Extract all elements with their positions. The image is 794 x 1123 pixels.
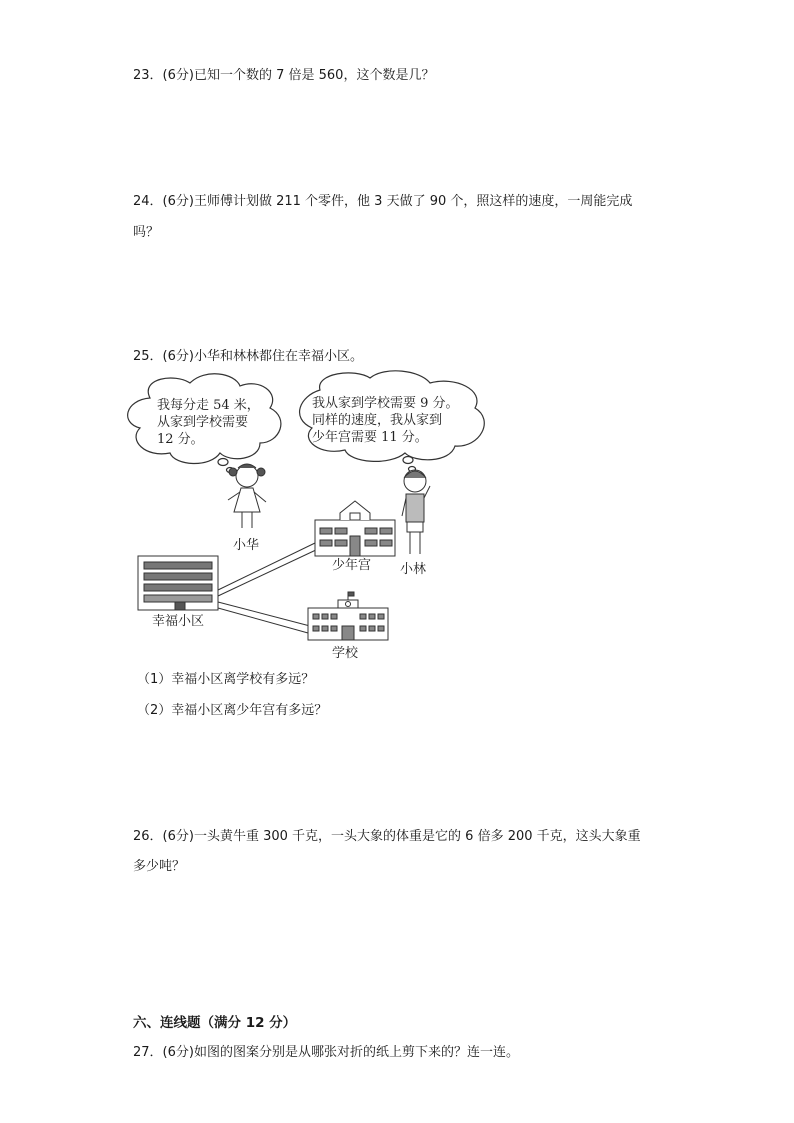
question-25-figure bbox=[120, 368, 500, 668]
question-number: 23． bbox=[133, 68, 163, 83]
question-score: (6分) bbox=[162, 829, 194, 844]
question-27 bbox=[133, 1045, 519, 1061]
question-25 bbox=[133, 349, 363, 365]
school-building bbox=[308, 592, 388, 640]
question-number: 26． bbox=[133, 829, 163, 844]
question-number: 27． bbox=[133, 1045, 163, 1060]
label-linlin: 小林 bbox=[400, 562, 427, 577]
question-24 bbox=[133, 194, 632, 210]
section-6-title: 六、连线题（满分 12 分） bbox=[133, 1015, 297, 1031]
question-number: 24． bbox=[133, 194, 163, 209]
question-text: 小华和林林都住在幸福小区。 bbox=[193, 349, 363, 364]
label-school: 学校 bbox=[332, 646, 359, 661]
girl-xiaohua-figure bbox=[228, 464, 266, 528]
question-25-sub-2: （2）幸福小区离少年宫有多远？ bbox=[137, 703, 328, 718]
youth-palace-building bbox=[315, 501, 395, 556]
question-26 bbox=[133, 829, 641, 845]
question-text: 王师傅计划做 211 个零件，他 3 天做了 90 个，照这样的速度，一周能完成 bbox=[193, 194, 633, 209]
label-community: 幸福小区 bbox=[152, 614, 205, 629]
boy-linlin-figure bbox=[402, 470, 430, 554]
question-text: 已知一个数的 7 倍是 560，这个数是几？ bbox=[193, 68, 435, 83]
question-score: (6分) bbox=[162, 349, 194, 364]
label-xiaohua: 小华 bbox=[233, 538, 260, 553]
bubble-right-line-3: 少年宫需要 11 分。 bbox=[312, 430, 428, 445]
question-text: 一头黄牛重 300 千克，一头大象的体重是它的 6 倍多 200 千克，这头大象重 bbox=[193, 829, 641, 844]
bubble-right-line-2: 同样的速度，我从家到 bbox=[312, 413, 443, 428]
question-26-continued: 多少吨？ bbox=[133, 859, 186, 874]
question-24-continued: 吗？ bbox=[133, 225, 160, 240]
bubble-left-line-1: 我每分走 54 米， bbox=[157, 398, 260, 413]
question-23 bbox=[133, 68, 434, 84]
question-number: 25． bbox=[133, 349, 163, 364]
community-building bbox=[138, 556, 218, 610]
question-score: (6分) bbox=[162, 68, 194, 83]
bubble-left-line-3: 12 分。 bbox=[157, 432, 204, 447]
road-lines bbox=[218, 543, 318, 633]
label-youth-palace: 少年宫 bbox=[332, 558, 372, 573]
question-25-sub-1: （1）幸福小区离学校有多远？ bbox=[137, 672, 315, 687]
bubble-right-line-1: 我从家到学校需要 9 分。 bbox=[312, 396, 459, 411]
question-score: (6分) bbox=[162, 194, 194, 209]
question-score: (6分) bbox=[162, 1045, 194, 1060]
bubble-left-line-2: 从家到学校需要 bbox=[157, 415, 249, 430]
question-text: 如图的图案分别是从哪张对折的纸上剪下来的？连一连。 bbox=[193, 1045, 519, 1060]
